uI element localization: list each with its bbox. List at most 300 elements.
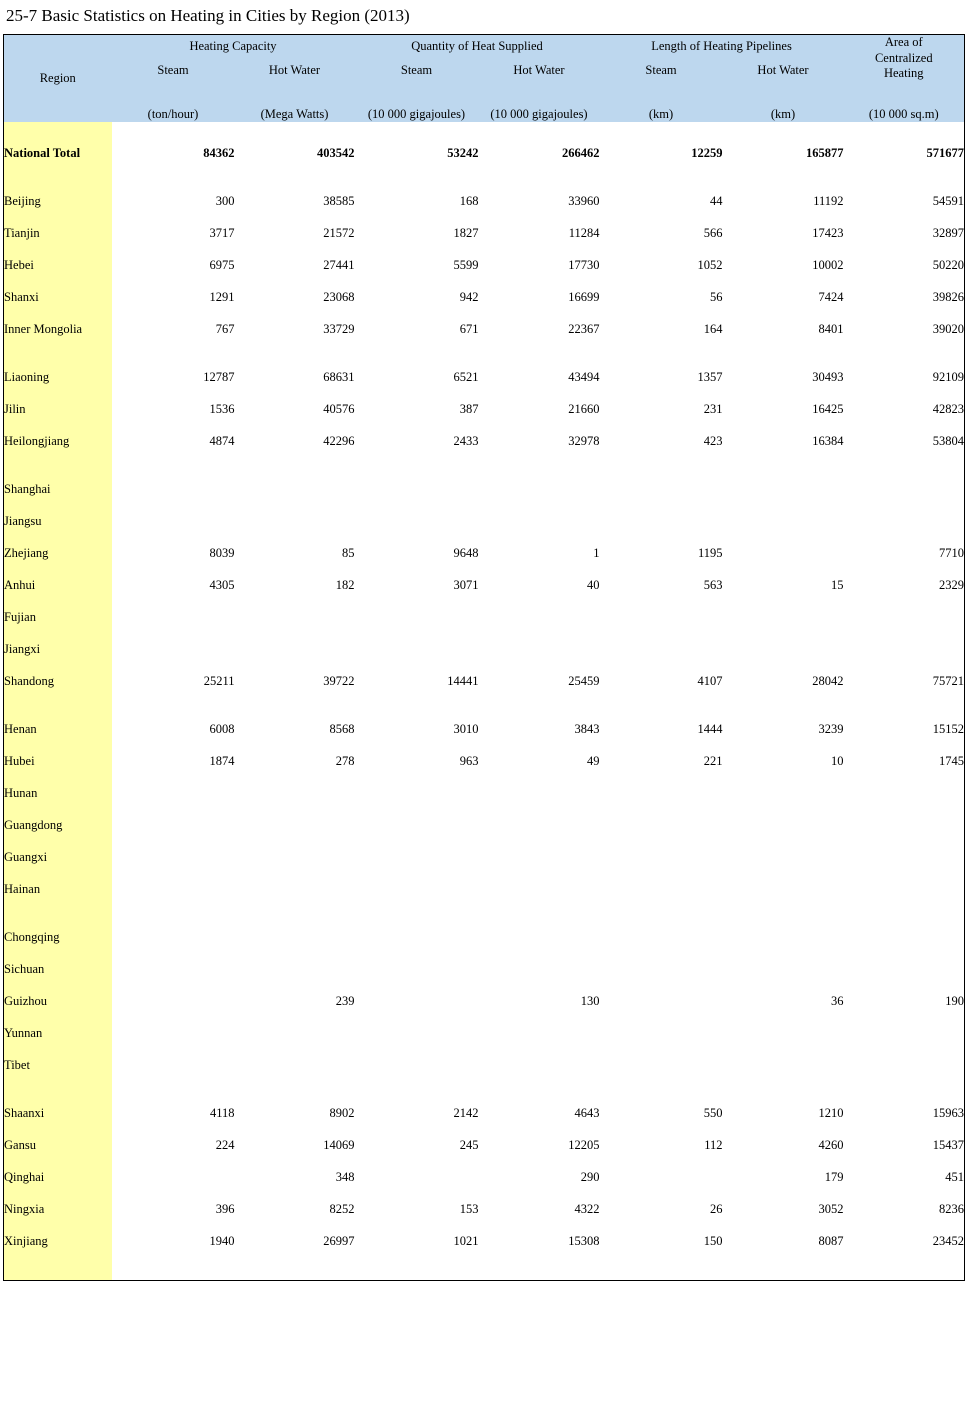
value-cell: 112 xyxy=(600,1130,723,1162)
value-cell: 550 xyxy=(600,1098,723,1130)
value-cell xyxy=(844,634,965,666)
header-units-row xyxy=(4,82,965,122)
value-cell xyxy=(600,778,723,810)
value-cell xyxy=(723,506,844,538)
value-cell: 44 xyxy=(600,186,723,218)
value-cell: 1291 xyxy=(112,282,235,314)
table-header xyxy=(4,35,965,122)
region-cell: Tianjin xyxy=(4,218,112,250)
region-cell xyxy=(4,1258,112,1281)
table-row xyxy=(4,1130,965,1162)
value-cell xyxy=(600,1082,723,1098)
region-cell: Guangdong xyxy=(4,810,112,842)
value-cell xyxy=(355,170,479,186)
value-cell xyxy=(600,634,723,666)
value-cell: 1745 xyxy=(844,746,965,778)
value-cell: 423 xyxy=(600,426,723,458)
value-cell xyxy=(355,778,479,810)
value-cell xyxy=(844,458,965,474)
value-cell: 85 xyxy=(235,538,355,570)
table-row xyxy=(4,1050,965,1082)
value-cell: 278 xyxy=(235,746,355,778)
table-row xyxy=(4,570,965,602)
value-cell: 7424 xyxy=(723,282,844,314)
value-cell: 12205 xyxy=(479,1130,600,1162)
value-cell xyxy=(479,458,600,474)
value-cell xyxy=(844,778,965,810)
value-cell xyxy=(600,506,723,538)
value-cell: 12259 xyxy=(600,138,723,170)
value-cell: 42296 xyxy=(235,426,355,458)
value-cell xyxy=(112,170,235,186)
region-cell: Qinghai xyxy=(4,1162,112,1194)
value-cell: 2329 xyxy=(844,570,965,602)
value-cell xyxy=(844,1082,965,1098)
table-row xyxy=(4,874,965,906)
region-cell: Shaanxi xyxy=(4,1098,112,1130)
value-cell: 164 xyxy=(600,314,723,346)
value-cell: 4305 xyxy=(112,570,235,602)
table-spacer-row xyxy=(4,458,965,474)
header-unit-6: (10 000 sq.m) xyxy=(844,82,965,122)
value-cell xyxy=(600,1050,723,1082)
value-cell: 4322 xyxy=(479,1194,600,1226)
value-cell: 8236 xyxy=(844,1194,965,1226)
value-cell: 14441 xyxy=(355,666,479,698)
value-cell xyxy=(723,122,844,138)
table-row xyxy=(4,1226,965,1258)
value-cell xyxy=(112,1082,235,1098)
value-cell xyxy=(112,874,235,906)
region-cell: Jiangsu xyxy=(4,506,112,538)
value-cell xyxy=(479,954,600,986)
value-cell xyxy=(723,698,844,714)
value-cell xyxy=(723,1082,844,1098)
value-cell: 1 xyxy=(479,538,600,570)
header-unit-4: (km) xyxy=(600,82,723,122)
value-cell: 12787 xyxy=(112,362,235,394)
value-cell: 56 xyxy=(600,282,723,314)
region-cell xyxy=(4,170,112,186)
value-cell xyxy=(479,1082,600,1098)
region-cell xyxy=(4,698,112,714)
value-cell xyxy=(844,810,965,842)
table-row xyxy=(4,842,965,874)
value-cell xyxy=(235,346,355,362)
value-cell xyxy=(844,922,965,954)
value-cell: 15963 xyxy=(844,1098,965,1130)
value-cell: 25459 xyxy=(479,666,600,698)
table-bottom-row xyxy=(4,1258,965,1281)
value-cell xyxy=(723,474,844,506)
value-cell: 239 xyxy=(235,986,355,1018)
value-cell xyxy=(235,1050,355,1082)
value-cell xyxy=(723,954,844,986)
value-cell: 43494 xyxy=(479,362,600,394)
value-cell: 32897 xyxy=(844,218,965,250)
value-cell: 21660 xyxy=(479,394,600,426)
header-sub-hotwater-pipelines: Hot Water xyxy=(723,58,844,81)
value-cell xyxy=(235,122,355,138)
header-sub-steam-pipelines: Steam xyxy=(600,58,723,81)
value-cell: 2142 xyxy=(355,1098,479,1130)
value-cell: 16384 xyxy=(723,426,844,458)
table-row xyxy=(4,602,965,634)
value-cell xyxy=(355,1018,479,1050)
region-cell: Hubei xyxy=(4,746,112,778)
value-cell xyxy=(723,1258,844,1281)
value-cell: 14069 xyxy=(235,1130,355,1162)
table-row xyxy=(4,634,965,666)
table-row xyxy=(4,538,965,570)
table-row xyxy=(4,1194,965,1226)
value-cell: 767 xyxy=(112,314,235,346)
value-cell: 8039 xyxy=(112,538,235,570)
value-cell xyxy=(479,170,600,186)
table-row xyxy=(4,1162,965,1194)
value-cell xyxy=(235,954,355,986)
table-row xyxy=(4,1018,965,1050)
value-cell: 53804 xyxy=(844,426,965,458)
value-cell xyxy=(844,954,965,986)
region-cell: Guangxi xyxy=(4,842,112,874)
value-cell xyxy=(844,602,965,634)
value-cell xyxy=(600,474,723,506)
value-cell xyxy=(479,922,600,954)
header-subgroup-row xyxy=(4,58,965,81)
value-cell xyxy=(112,634,235,666)
value-cell: 22367 xyxy=(479,314,600,346)
value-cell: 3071 xyxy=(355,570,479,602)
value-cell xyxy=(844,170,965,186)
table-spacer-row xyxy=(4,698,965,714)
value-cell xyxy=(112,810,235,842)
value-cell: 1021 xyxy=(355,1226,479,1258)
value-cell: 8902 xyxy=(235,1098,355,1130)
region-cell: Shanxi xyxy=(4,282,112,314)
value-cell: 11192 xyxy=(723,186,844,218)
value-cell xyxy=(723,874,844,906)
value-cell xyxy=(600,1162,723,1194)
value-cell xyxy=(355,458,479,474)
value-cell xyxy=(235,810,355,842)
value-cell: 6975 xyxy=(112,250,235,282)
table-row xyxy=(4,810,965,842)
header-sub-hotwater-heat: Hot Water xyxy=(479,58,600,81)
value-cell: 3052 xyxy=(723,1194,844,1226)
value-cell: 21572 xyxy=(235,218,355,250)
value-cell xyxy=(600,698,723,714)
region-cell: Shanghai xyxy=(4,474,112,506)
value-cell: 40576 xyxy=(235,394,355,426)
value-cell: 3239 xyxy=(723,714,844,746)
value-cell xyxy=(600,954,723,986)
value-cell: 6008 xyxy=(112,714,235,746)
header-area-line-1: Area of xyxy=(884,35,923,49)
value-cell: 26997 xyxy=(235,1226,355,1258)
value-cell xyxy=(600,986,723,1018)
value-cell: 10 xyxy=(723,746,844,778)
value-cell xyxy=(112,1258,235,1281)
region-cell xyxy=(4,458,112,474)
header-group-quantity-of-heat-supplied: Quantity of Heat Supplied xyxy=(355,35,600,59)
header-area-of-centralized-heating xyxy=(844,35,965,82)
value-cell xyxy=(112,698,235,714)
value-cell xyxy=(355,1258,479,1281)
value-cell: 27441 xyxy=(235,250,355,282)
value-cell: 49 xyxy=(479,746,600,778)
value-cell xyxy=(600,602,723,634)
value-cell: 53242 xyxy=(355,138,479,170)
value-cell xyxy=(723,458,844,474)
table-row xyxy=(4,362,965,394)
region-cell: Inner Mongolia xyxy=(4,314,112,346)
value-cell: 563 xyxy=(600,570,723,602)
value-cell xyxy=(112,1050,235,1082)
value-cell xyxy=(355,506,479,538)
value-cell: 84362 xyxy=(112,138,235,170)
page-title: 25-7 Basic Statistics on Heating in Cities by Region (2013) xyxy=(6,6,410,25)
table-row xyxy=(4,186,965,218)
value-cell xyxy=(723,1050,844,1082)
region-cell xyxy=(4,1082,112,1098)
region-cell: Hunan xyxy=(4,778,112,810)
value-cell xyxy=(112,954,235,986)
value-cell xyxy=(355,346,479,362)
region-cell: Beijing xyxy=(4,186,112,218)
value-cell: 266462 xyxy=(479,138,600,170)
header-area-line-3: Heating xyxy=(883,66,924,81)
value-cell xyxy=(235,698,355,714)
value-cell xyxy=(479,1018,600,1050)
value-cell xyxy=(479,810,600,842)
value-cell: 165877 xyxy=(723,138,844,170)
table-spacer-row xyxy=(4,170,965,186)
value-cell: 4260 xyxy=(723,1130,844,1162)
table-row xyxy=(4,954,965,986)
value-cell xyxy=(479,602,600,634)
value-cell xyxy=(355,986,479,1018)
value-cell xyxy=(723,170,844,186)
value-cell: 39826 xyxy=(844,282,965,314)
value-cell xyxy=(600,122,723,138)
region-cell: Henan xyxy=(4,714,112,746)
value-cell: 387 xyxy=(355,394,479,426)
table-body xyxy=(4,122,965,1281)
value-cell xyxy=(479,122,600,138)
table-row xyxy=(4,138,965,170)
value-cell xyxy=(723,778,844,810)
value-cell: 36 xyxy=(723,986,844,1018)
table-row xyxy=(4,714,965,746)
value-cell xyxy=(600,810,723,842)
value-cell xyxy=(479,346,600,362)
table-row xyxy=(4,746,965,778)
value-cell: 182 xyxy=(235,570,355,602)
region-cell: Liaoning xyxy=(4,362,112,394)
value-cell xyxy=(844,346,965,362)
region-cell: Guizhou xyxy=(4,986,112,1018)
header-group-length-of-heating-pipelines: Length of Heating Pipelines xyxy=(600,35,844,59)
value-cell: 566 xyxy=(600,218,723,250)
header-unit-1: (Mega Watts) xyxy=(235,82,355,122)
value-cell xyxy=(723,842,844,874)
value-cell xyxy=(112,506,235,538)
region-cell: Heilongjiang xyxy=(4,426,112,458)
region-cell xyxy=(4,122,112,138)
table-spacer-row xyxy=(4,906,965,922)
value-cell xyxy=(112,346,235,362)
value-cell: 1195 xyxy=(600,538,723,570)
value-cell xyxy=(235,842,355,874)
value-cell xyxy=(600,922,723,954)
region-cell: Shandong xyxy=(4,666,112,698)
value-cell: 15 xyxy=(723,570,844,602)
value-cell: 1444 xyxy=(600,714,723,746)
region-cell: National Total xyxy=(4,138,112,170)
region-cell: Gansu xyxy=(4,1130,112,1162)
value-cell: 15308 xyxy=(479,1226,600,1258)
value-cell: 8401 xyxy=(723,314,844,346)
value-cell: 1536 xyxy=(112,394,235,426)
region-cell: Fujian xyxy=(4,602,112,634)
region-cell: Tibet xyxy=(4,1050,112,1082)
value-cell xyxy=(235,874,355,906)
value-cell: 32978 xyxy=(479,426,600,458)
value-cell xyxy=(479,906,600,922)
value-cell: 2433 xyxy=(355,426,479,458)
value-cell xyxy=(112,458,235,474)
header-area-line-2: Centralized xyxy=(874,50,933,65)
value-cell: 23068 xyxy=(235,282,355,314)
value-cell xyxy=(112,986,235,1018)
value-cell xyxy=(844,698,965,714)
region-cell xyxy=(4,906,112,922)
table-row xyxy=(4,986,965,1018)
value-cell: 4874 xyxy=(112,426,235,458)
value-cell xyxy=(479,842,600,874)
value-cell: 16699 xyxy=(479,282,600,314)
value-cell: 1052 xyxy=(600,250,723,282)
value-cell xyxy=(235,906,355,922)
value-cell xyxy=(355,810,479,842)
header-sub-steam-heat: Steam xyxy=(355,58,479,81)
value-cell xyxy=(112,122,235,138)
value-cell: 26 xyxy=(600,1194,723,1226)
value-cell xyxy=(844,906,965,922)
table-row xyxy=(4,1098,965,1130)
region-cell: Hainan xyxy=(4,874,112,906)
value-cell xyxy=(355,698,479,714)
value-cell xyxy=(723,346,844,362)
value-cell xyxy=(600,906,723,922)
region-cell xyxy=(4,346,112,362)
header-unit-2: (10 000 gigajoules) xyxy=(355,82,479,122)
header-sub-hotwater-capacity: Hot Water xyxy=(235,58,355,81)
value-cell xyxy=(479,474,600,506)
header-region: Region xyxy=(4,35,112,122)
value-cell xyxy=(355,634,479,666)
table-spacer-row xyxy=(4,346,965,362)
value-cell: 4643 xyxy=(479,1098,600,1130)
value-cell xyxy=(112,906,235,922)
value-cell xyxy=(112,778,235,810)
value-cell: 75721 xyxy=(844,666,965,698)
value-cell: 42823 xyxy=(844,394,965,426)
value-cell: 3010 xyxy=(355,714,479,746)
region-cell: Sichuan xyxy=(4,954,112,986)
value-cell xyxy=(235,602,355,634)
value-cell xyxy=(844,1018,965,1050)
value-cell xyxy=(844,842,965,874)
value-cell xyxy=(723,1018,844,1050)
value-cell: 1827 xyxy=(355,218,479,250)
value-cell xyxy=(112,1018,235,1050)
value-cell: 5599 xyxy=(355,250,479,282)
value-cell xyxy=(844,122,965,138)
value-cell xyxy=(479,698,600,714)
value-cell xyxy=(844,1050,965,1082)
value-cell xyxy=(235,634,355,666)
value-cell xyxy=(112,1162,235,1194)
table-row xyxy=(4,506,965,538)
value-cell: 1874 xyxy=(112,746,235,778)
value-cell: 221 xyxy=(600,746,723,778)
value-cell xyxy=(479,506,600,538)
value-cell: 3843 xyxy=(479,714,600,746)
value-cell: 4107 xyxy=(600,666,723,698)
value-cell xyxy=(844,1258,965,1281)
value-cell xyxy=(355,122,479,138)
value-cell: 9648 xyxy=(355,538,479,570)
statistics-table xyxy=(3,34,965,1281)
value-cell: 224 xyxy=(112,1130,235,1162)
table-row xyxy=(4,218,965,250)
value-cell xyxy=(723,538,844,570)
value-cell: 231 xyxy=(600,394,723,426)
value-cell xyxy=(600,170,723,186)
value-cell: 33729 xyxy=(235,314,355,346)
value-cell xyxy=(355,842,479,874)
value-cell xyxy=(112,474,235,506)
table-row xyxy=(4,314,965,346)
value-cell xyxy=(235,1258,355,1281)
value-cell xyxy=(600,842,723,874)
value-cell xyxy=(235,506,355,538)
region-cell: Jilin xyxy=(4,394,112,426)
region-cell: Anhui xyxy=(4,570,112,602)
value-cell: 33960 xyxy=(479,186,600,218)
value-cell: 17730 xyxy=(479,250,600,282)
value-cell: 1210 xyxy=(723,1098,844,1130)
value-cell xyxy=(844,474,965,506)
value-cell: 25211 xyxy=(112,666,235,698)
value-cell xyxy=(355,922,479,954)
value-cell xyxy=(235,474,355,506)
value-cell xyxy=(479,634,600,666)
table-spacer-row xyxy=(4,122,965,138)
header-unit-3: (10 000 gigajoules) xyxy=(479,82,600,122)
value-cell: 1940 xyxy=(112,1226,235,1258)
table-spacer-row xyxy=(4,1082,965,1098)
value-cell: 1357 xyxy=(600,362,723,394)
value-cell xyxy=(844,506,965,538)
value-cell xyxy=(355,602,479,634)
value-cell xyxy=(600,1018,723,1050)
value-cell: 396 xyxy=(112,1194,235,1226)
value-cell: 23452 xyxy=(844,1226,965,1258)
value-cell: 300 xyxy=(112,186,235,218)
